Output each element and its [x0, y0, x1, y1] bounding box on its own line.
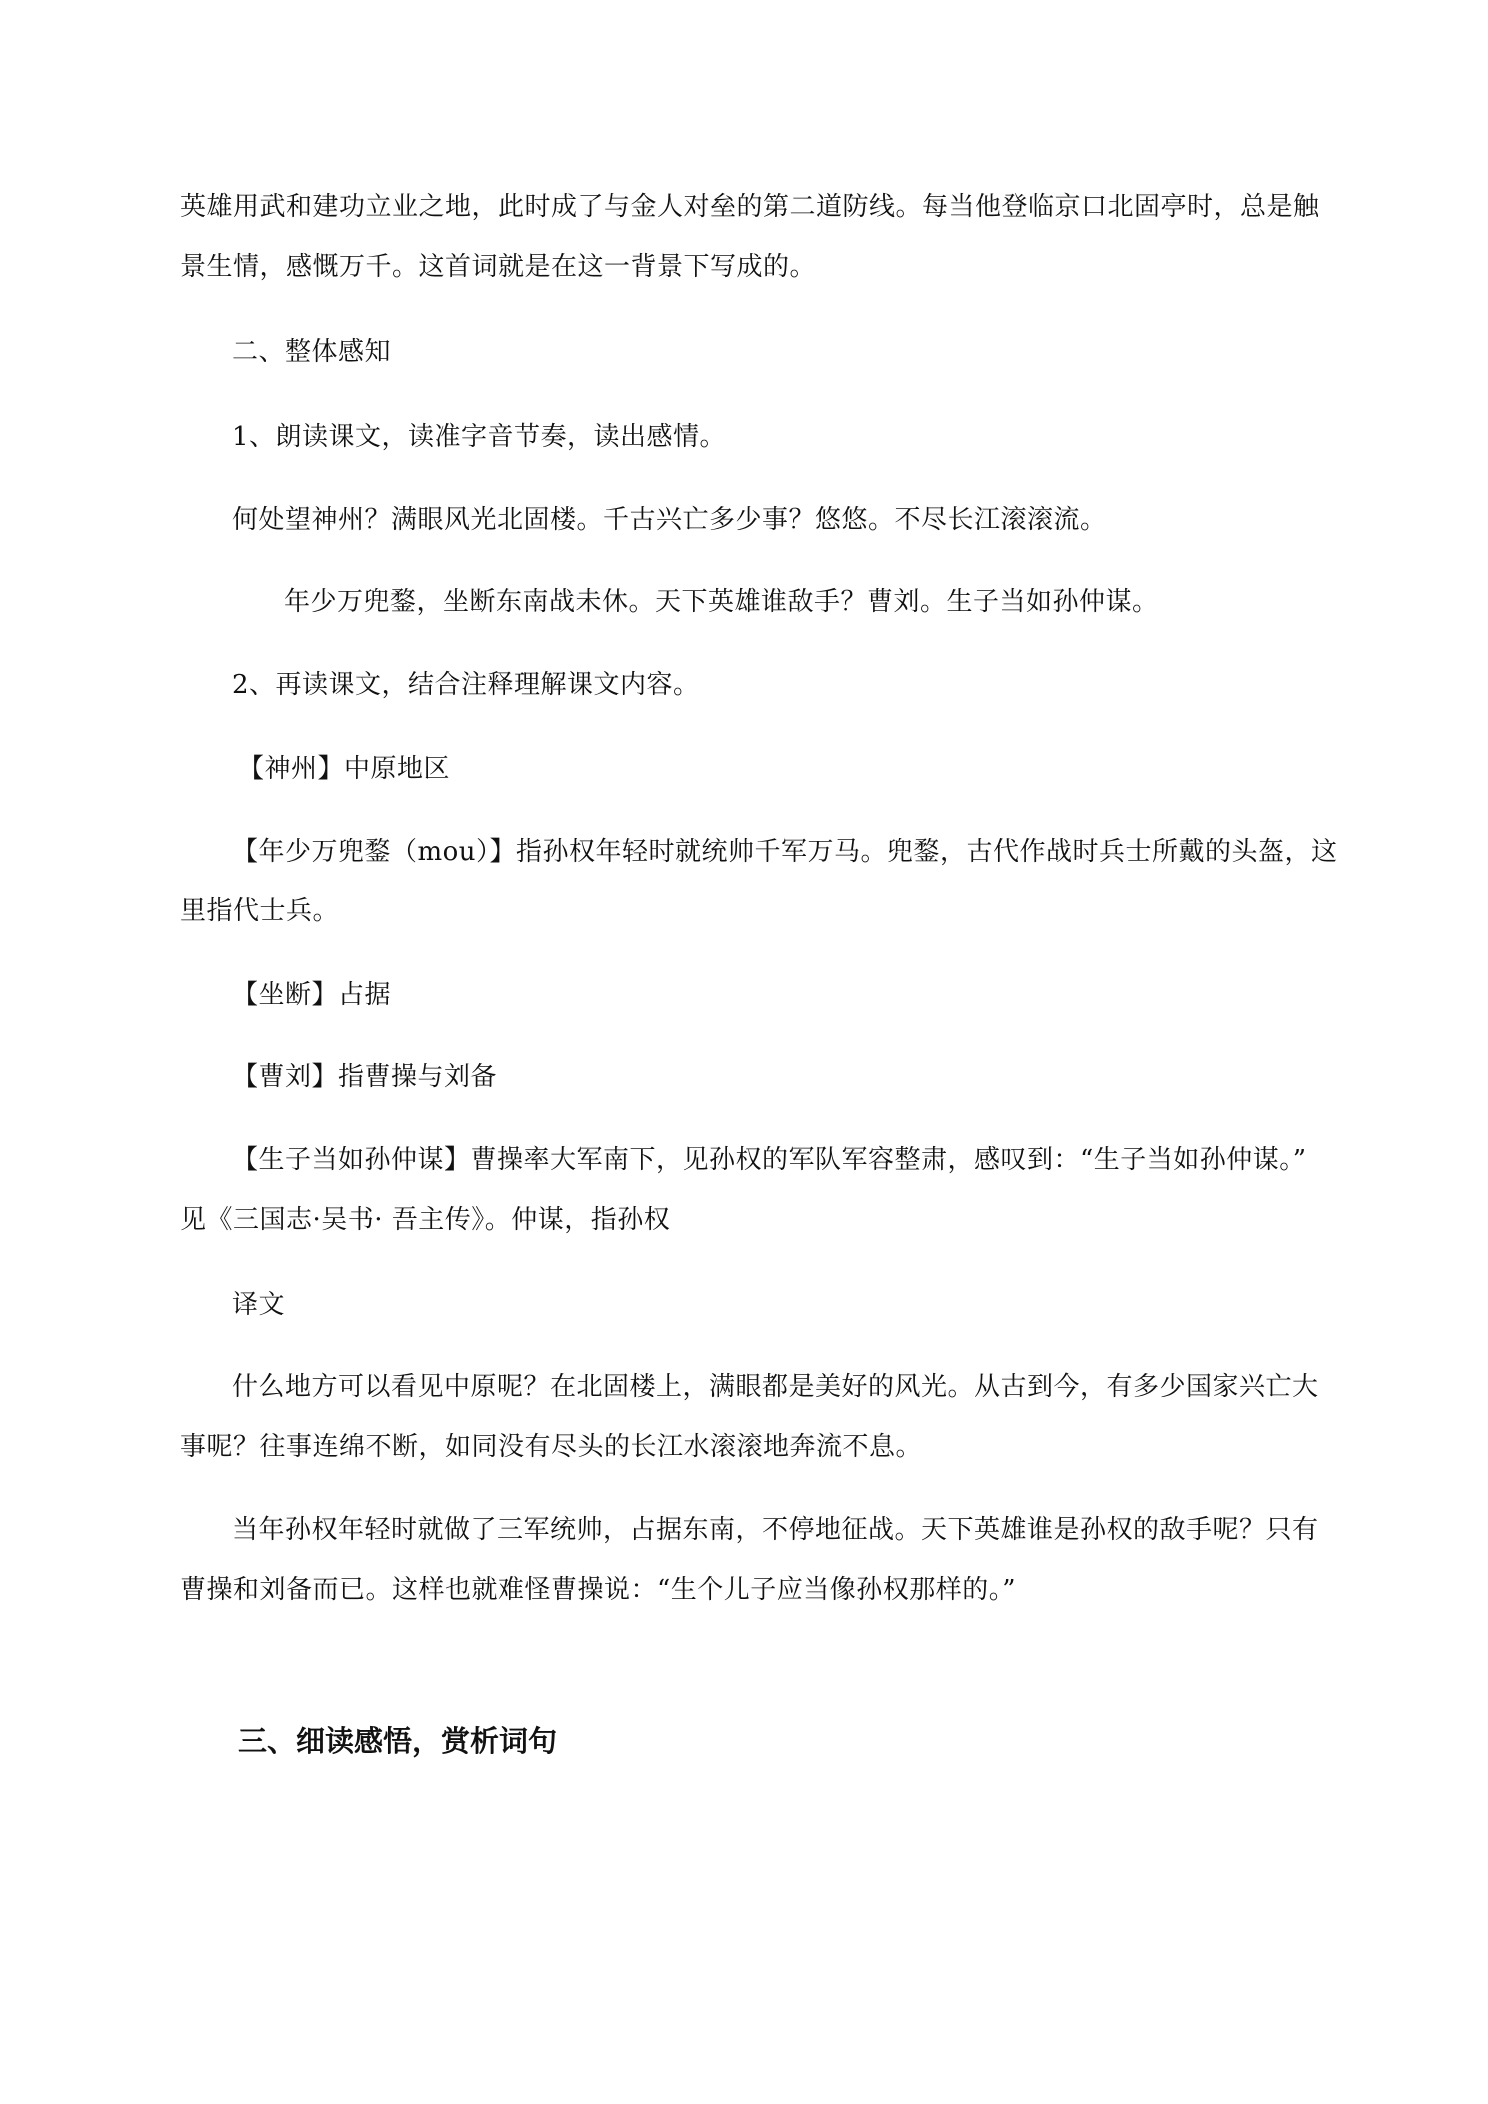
translation-label: 译文 — [232, 1290, 286, 1320]
step-2-instruction: 2、再读课文，结合注释理解课文内容。 — [232, 670, 700, 700]
note-zuoduan: 【坐断】占据 — [232, 980, 392, 1010]
poem-line-1: 何处望神州？满眼风光北固楼。千古兴亡多少事？悠悠。不尽长江滚滚流。 — [232, 505, 1107, 535]
note-nianshao-line-2: 里指代士兵。 — [180, 896, 340, 926]
note-caoliu: 【曹刘】指曹操与刘备 — [232, 1062, 498, 1092]
note-shengzi-line-2: 见《三国志·吴书· 吾主传》。仲谋，指孙权 — [180, 1205, 671, 1235]
intro-line-2: 景生情，感慨万千。这首词就是在这一背景下写成的。 — [180, 252, 817, 282]
note-shengzi-line-1: 【生子当如孙仲谋】曹操率大军南下，见孙权的军队军容整肃，感叹到：“生子当如孙仲谋。” — [232, 1145, 1307, 1175]
step-1-instruction: 1、朗读课文，读准字音节奏，读出感情。 — [232, 422, 727, 452]
translation-p1-line-1: 什么地方可以看见中原呢？在北固楼上，满眼都是美好的风光。从古到今，有多少国家兴亡大 — [232, 1372, 1319, 1402]
section-2-heading: 二、整体感知 — [232, 337, 392, 367]
intro-line-1: 英雄用武和建功立业之地，此时成了与金人对垒的第二道防线。每当他登临京口北固亭时，总是触 — [180, 192, 1320, 222]
translation-p1-line-2: 事呢？往事连绵不断，如同没有尽头的长江水滚滚地奔流不息。 — [180, 1432, 923, 1462]
translation-p2-line-2: 曹操和刘备而已。这样也就难怪曹操说：“生个儿子应当像孙权那样的。” — [180, 1575, 1017, 1605]
note-shenzhou: 【神州】中原地区 — [238, 754, 451, 784]
section-3-heading: 三、细读感悟，赏析词句 — [238, 1724, 558, 1758]
translation-p2-line-1: 当年孙权年轻时就做了三军统帅，占据东南，不停地征战。天下英雄谁是孙权的敌手呢？只有 — [232, 1515, 1319, 1545]
poem-line-2: 年少万兜鍪，坐断东南战未休。天下英雄谁敌手？曹刘。生子当如孙仲谋。 — [284, 587, 1159, 617]
note-nianshao-line-1: 【年少万兜鍪（mou）】指孙权年轻时就统帅千军万马。兜鍪，古代作战时兵士所戴的头盔，这 — [232, 837, 1338, 867]
